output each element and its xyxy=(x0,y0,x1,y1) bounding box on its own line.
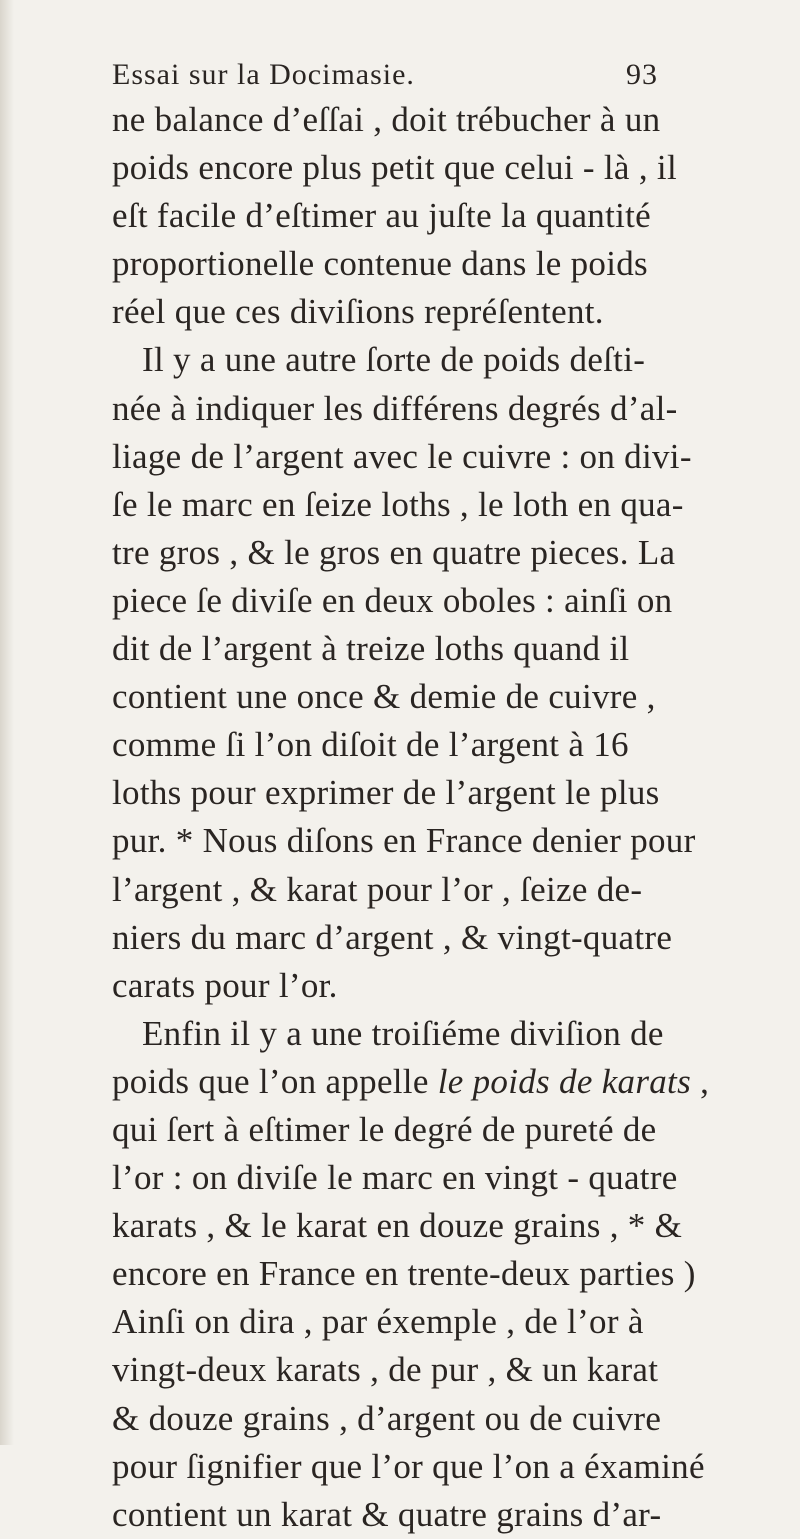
paragraph-start-line: Enfin il y a une troiſiéme diviſion de xyxy=(142,1013,664,1053)
text-line: vingt-deux karats , de pur , & un karat xyxy=(112,1350,659,1390)
text-line: loths pour exprimer de l’argent le plus xyxy=(112,773,660,813)
text-line: piece ſe diviſe en deux oboles : ainſi on xyxy=(112,580,673,620)
text-line: niers du marc d’argent , & vingt-quatre xyxy=(112,917,673,957)
text-line: pur. * Nous diſons en France denier pour xyxy=(112,821,696,861)
text-line: ne balance d’eſſai , doit trébucher à un xyxy=(112,100,661,139)
paragraph-start-line: Il y a une autre ſorte de poids deſti- xyxy=(142,340,646,380)
text-line: poids encore plus petit que celui - là , il xyxy=(112,148,677,188)
text-line: proportionelle contenue dans le poids xyxy=(112,244,648,284)
text-line: & douze grains , d’argent ou de cuivre xyxy=(112,1398,662,1438)
text-line: karats , & le karat en douze grains , * & xyxy=(112,1206,683,1246)
text-line: contient un karat & quatre grains d’ar- xyxy=(112,1494,662,1534)
text-line: tre gros , & le gros en quatre pieces. La xyxy=(112,532,676,572)
text-line: encore en France en trente-deux parties ) xyxy=(112,1254,696,1294)
text-line: carats pour l’or. xyxy=(112,965,338,1005)
text-line: eſt facile d’eſtimer au juſte la quantité xyxy=(112,196,652,236)
body-text xyxy=(112,96,712,1539)
text-line: pour ſignifier que l’or que l’on a éxaminé xyxy=(112,1446,705,1486)
page-gutter-shadow xyxy=(0,0,14,1445)
text-line: poids que l’on appelle le poids de karats , xyxy=(112,1061,710,1101)
text-line: l’argent , & karat pour l’or , ſeize de- xyxy=(112,869,643,909)
running-head xyxy=(112,58,672,98)
text-line: née à indiquer les différens degrés d’al- xyxy=(112,388,678,428)
italic-term: le poids de karats xyxy=(437,1061,692,1101)
text-line: réel que ces diviſions repréſentent. xyxy=(112,292,604,332)
text-line: Ainſi on dira , par éxemple , de l’or à xyxy=(112,1302,644,1342)
text-line: qui ſert à eſtimer le degré de pureté de xyxy=(112,1109,657,1149)
page-number: 93 xyxy=(626,58,658,91)
text-line: ſe le marc en ſeize loths , le loth en qua- xyxy=(112,484,684,524)
running-head-title: Essai sur la Docimasie. xyxy=(112,58,415,91)
text-line: dit de l’argent à treize loths quand il xyxy=(112,629,630,669)
text-line: l’or : on diviſe le marc en vingt - quatre xyxy=(112,1158,678,1198)
text-line: liage de l’argent avec le cuivre : on divi- xyxy=(112,436,692,476)
text-line: contient une once & demie de cuivre , xyxy=(112,677,656,717)
text-line: comme ſi l’on diſoit de l’argent à 16 xyxy=(112,725,629,765)
